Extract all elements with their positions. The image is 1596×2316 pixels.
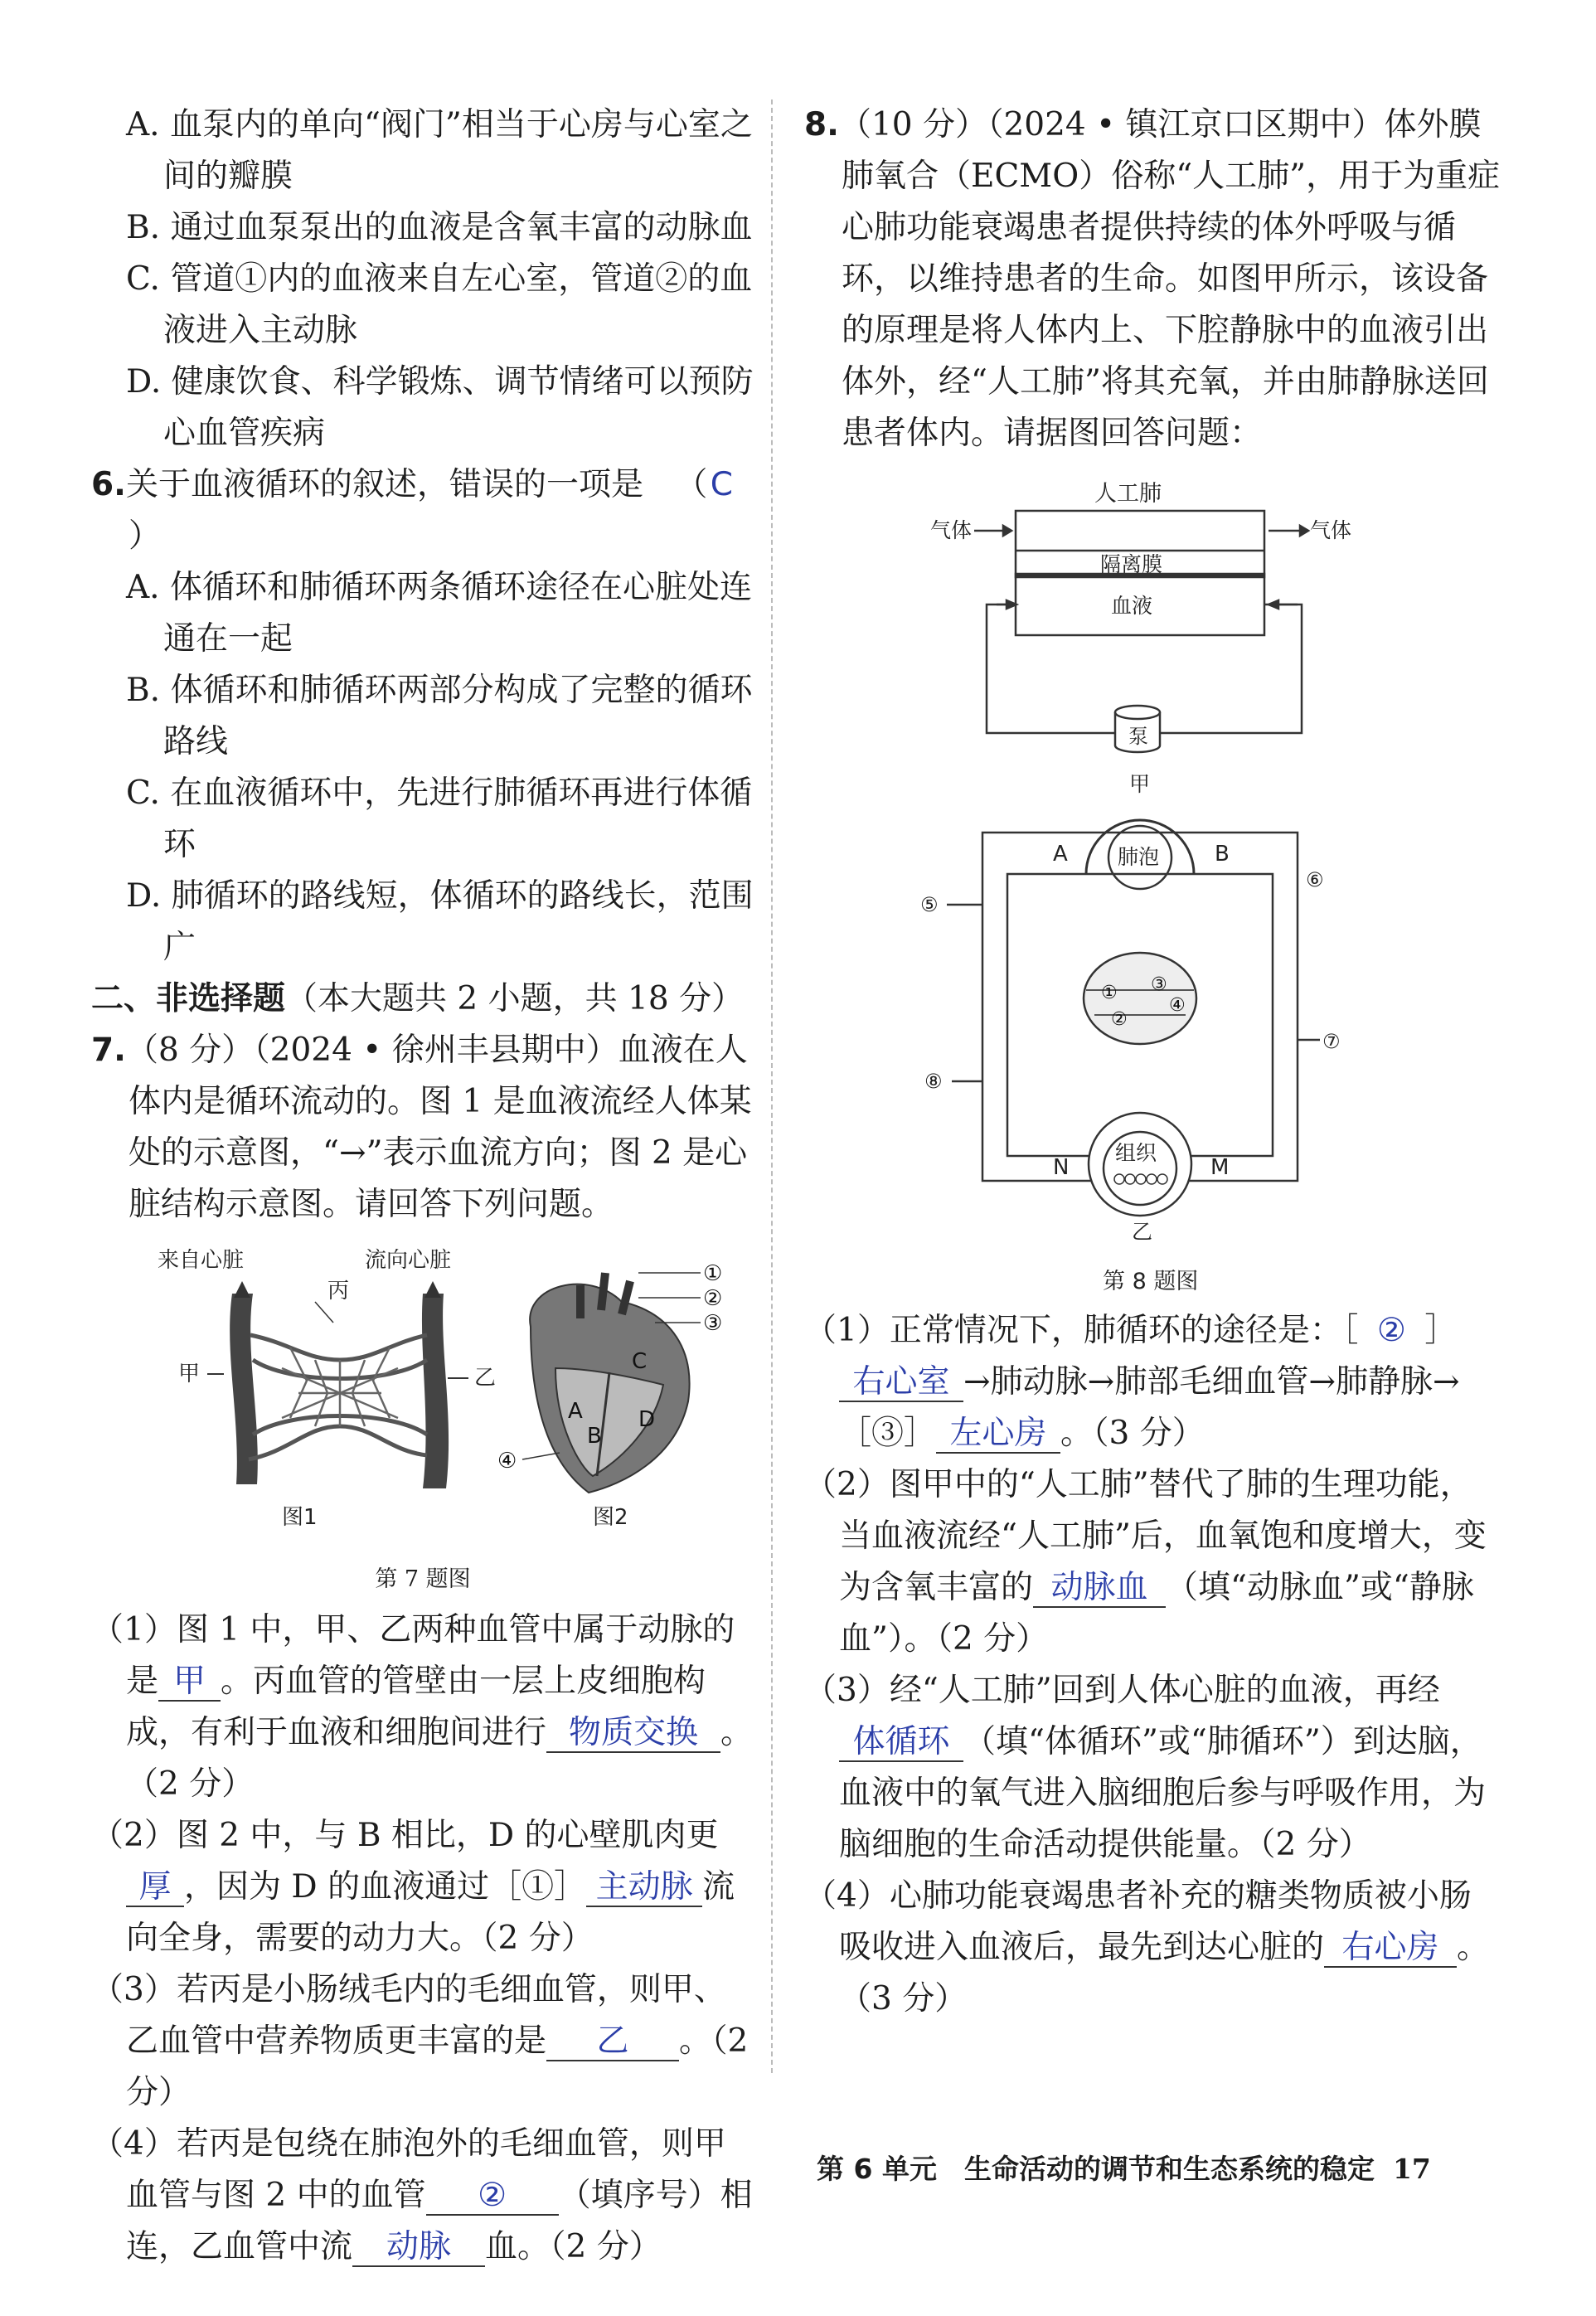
q7-p4-answer-1: ② [426,2178,559,2216]
fig1-bing-label: 丙 [327,1279,350,1304]
fig1-from-heart-label: 来自心脏 [158,1248,245,1273]
circ-label-m: M [1210,1155,1230,1180]
q7-figure-caption: 第 7 题图 [375,1566,471,1592]
q7-p1-answer-1: 甲 [158,1663,221,1702]
q8-p2-answer: 动脉血 [1033,1570,1166,1608]
q7-figure-svg [91,1236,754,1555]
q7-p4-answer-2: 动脉 [352,2229,485,2267]
q8-part-4 [804,1871,1501,2025]
column-divider [771,100,773,2073]
right-column [804,100,1501,2025]
ecmo-title: 人工肺 [1094,481,1162,507]
fig2-label-2: ② [703,1286,723,1311]
q5-option-d: D. 健康饮食、科学锻炼、调节情绪可以预防心血管疾病 [126,363,754,452]
q7-p4-text-b: （填序号）相连，乙血管中流 [126,2177,753,2265]
q7-p3-text-a: （3）若丙是小肠绒毛内的毛细血管，则甲、乙血管中营养物质更丰富的是 [91,1971,726,2060]
fig2-label-b: B [587,1424,602,1449]
q5-option-b: B. 通过血泵泵出的血液是含氧丰富的动脉血 [126,209,753,246]
q7-number: 7. [91,1032,126,1069]
q8-p4-text-a: （4）心肺功能衰竭患者补充的糖类物质被小肠吸收进入血液后，最先到达心脏的 [804,1877,1472,1966]
q7-part-3 [91,1964,754,2119]
q7-part-4 [91,2119,754,2273]
q8-stem [804,100,1501,459]
circulation-caption: 乙 [1132,1220,1153,1244]
q8-p3-text-a: （3）经“人工肺”回到人体心脏的血液，再经 [804,1672,1440,1709]
q8-p2-text-a: （2）图甲中的“人工肺”替代了肺的生理功能，当血液流经“人工肺”后，血氧饱和度增大，变为含氧丰富的 [804,1466,1487,1606]
q8-part-3 [804,1665,1501,1871]
q7-figures [91,1236,754,1555]
fig1-caption: 图1 [282,1505,318,1530]
fig2-label-a: A [568,1399,583,1424]
q7-p2-text-b: ，因为 D 的血液通过［①］ [184,1868,587,1906]
circ-label-2: ② [1111,1009,1128,1030]
ecmo-diagram [930,481,1351,796]
q8-part-1 [804,1305,1501,1459]
fig2-heart-diagram [497,1261,722,1530]
q7-p2-answer-2: 主动脉 [586,1869,702,1907]
q6-paren-close: ） [129,517,162,555]
q8-figures [804,459,1501,1305]
q7-p1-text-a: （1）图 1 中，甲、乙两种血管中属于动脉的是 [91,1611,735,1700]
q7-p3-text-b: 。（2 分） [126,2022,749,2111]
q8-p4-answer: 右心房 [1324,1930,1457,1968]
q8-p1-text-d: 。（3 分） [1060,1415,1205,1452]
q8-p1-answer-2: 右心室 [839,1364,963,1402]
q7-stem-text: （8 分）（2024 • 徐州丰县期中）血液在人体内是循环流动的。图 1 是血液流经人体某处的示意图，“→”表示血流方向；图 2 是心脏结构示意图。请回答下列问题。 [125,1032,752,1223]
circ-label-n: N [1053,1155,1070,1180]
fig1-yi-label: 乙 [474,1366,497,1391]
q5-option-a: A. 血泵内的单向“阀门”相当于心房与心室之间的瓣膜 [126,106,753,195]
tissue-label: 组织 [1115,1141,1157,1165]
q8-number: 8. [804,106,839,143]
q6-option-c: C. 在血液循环中，先进行肺循环再进行体循环 [126,774,753,863]
q7-p2-text-c: 流向全身，需要的动力大。（2 分） [126,1868,735,1957]
q7-p4-text-c: 血。（2 分） [485,2228,662,2265]
q8-p1-text-c: →肺动脉→肺部毛细血管→肺静脉→［③］ [839,1363,1460,1452]
q7-p3-answer: 乙 [546,2023,679,2061]
q7-part-1 [91,1605,754,1810]
fig1-capillary-diagram [158,1248,496,1530]
q7-p1-text-c: 。（2 分） [126,1714,754,1803]
q7-p1-text-b: 。丙血管的管壁由一层上皮细胞构成，有利于血液和细胞间进行 [126,1663,706,1751]
fig1-jia-label: 甲 [178,1362,201,1386]
artery-jia [230,1294,258,1484]
q5-option-c: C. 管道①内的血液来自左心室，管道②的血液进入主动脉 [126,260,753,349]
q8-p1-text-b: ］ [1424,1312,1458,1349]
circ-label-6: ⑥ [1306,868,1324,891]
circ-label-1: ① [1101,983,1118,1003]
q8-stem-text: （10 分）（2024 • 镇江京口区期中）体外膜肺氧合（ECMO）俗称“人工肺”，用于为重症心肺功能衰竭患者提供持续的体外呼吸与循环，以维持患者的生命。如图甲所示，该设备的原理是将人体内上、下腔静脉中的血液引出体外，经“人工肺”将其充氧，并由肺静脉送回患者体内。请据图回答问题： [838,106,1501,452]
q6-paren-open: （ [675,466,708,503]
left-column [91,100,754,2273]
fig1-to-heart-label: 流向心脏 [365,1248,452,1273]
fig2-label-d: D [638,1407,656,1432]
alveolus-label: 肺泡 [1118,845,1160,869]
q7-p2-answer-1: 厚 [126,1869,184,1907]
fig2-caption: 图2 [593,1505,628,1530]
circ-label-8: ⑧ [924,1070,943,1093]
circ-label-a: A [1053,842,1068,867]
q7-p1-answer-2: 物质交换 [546,1715,720,1753]
q8-part-2 [804,1459,1501,1665]
ecmo-blood-label: 血液 [1111,594,1153,618]
section-heading [91,973,754,1025]
q8-p4-text-b: 。（3 分） [839,1929,1490,2017]
circ-label-5: ⑤ [920,893,939,916]
ecmo-gas-in-label: 气体 [930,518,973,542]
q6-answer: C [710,466,733,503]
q6-option-d: D. 肺循环的路线短，体循环的路线长，范围广 [126,877,754,966]
q6-stem-text: 关于血液循环的叙述，错误的一项是 [125,466,643,503]
q6-option-a: A. 体循环和肺循环两条循环途径在心脏处连通在一起 [126,569,752,658]
ecmo-pump-label: 泵 [1128,725,1148,748]
fig2-label-1: ① [703,1261,723,1286]
ecmo-membrane-label: 隔离膜 [1100,552,1163,576]
q8-p1-answer-3: 左心房 [936,1415,1060,1454]
circ-label-3: ③ [1151,974,1167,995]
q7-p4-text-a: （4）若丙是包绕在肺泡外的毛细血管，则甲血管与图 2 中的血管 [91,2125,726,2214]
q8-p3-answer: 体循环 [839,1724,963,1762]
section-note: （本大题共 2 小题，共 18 分） [285,980,745,1017]
section-title: 二、非选择题 [91,980,286,1017]
q6-option-b: B. 体循环和肺循环两部分构成了完整的循环路线 [126,672,753,760]
q8-figure-svg [804,459,1501,1305]
q8-p3-text-b: （填“体循环”或“肺循环”）到达脑，血液中的氧气进入脑细胞后参与呼吸作用，为脑细胞的生命活动提供能量。（2 分） [839,1723,1487,1863]
ecmo-gas-out-label: 气体 [1310,518,1352,542]
fig2-label-3: ③ [703,1311,723,1336]
vein-yi [422,1294,449,1488]
circulation-diagram [920,820,1341,1244]
q7-p2-text-a: （2）图 2 中，与 B 相比，D 的心壁肌肉更 [91,1817,719,1854]
q8-p1-answer-1: ② [1376,1312,1406,1349]
capillary-network [249,1335,427,1459]
q8-p2-text-b: （填“动脉血”或“静脉血”）。（2 分） [839,1569,1474,1658]
page-number: 17 [1392,2153,1431,2185]
q7-stem [91,1025,754,1231]
q8-p1-text-a: （1）正常情况下，肺循环的途径是：［ [804,1312,1359,1349]
q6-stem [91,459,754,562]
circ-label-4: ④ [1169,995,1186,1016]
fig2-label-c: C [632,1349,648,1374]
q8-figure-caption: 第 8 题图 [1103,1269,1199,1294]
footer-unit: 第 6 单元 生命活动的调节和生态系统的稳定 [817,2153,1375,2185]
page-footer [817,2148,1431,2187]
q6-number: 6. [91,466,126,503]
fig2-label-4: ④ [497,1449,517,1474]
q7-part-2 [91,1810,754,1964]
ecmo-caption: 甲 [1129,772,1151,796]
circ-label-b: B [1215,842,1230,867]
circ-label-7: ⑦ [1322,1030,1341,1053]
